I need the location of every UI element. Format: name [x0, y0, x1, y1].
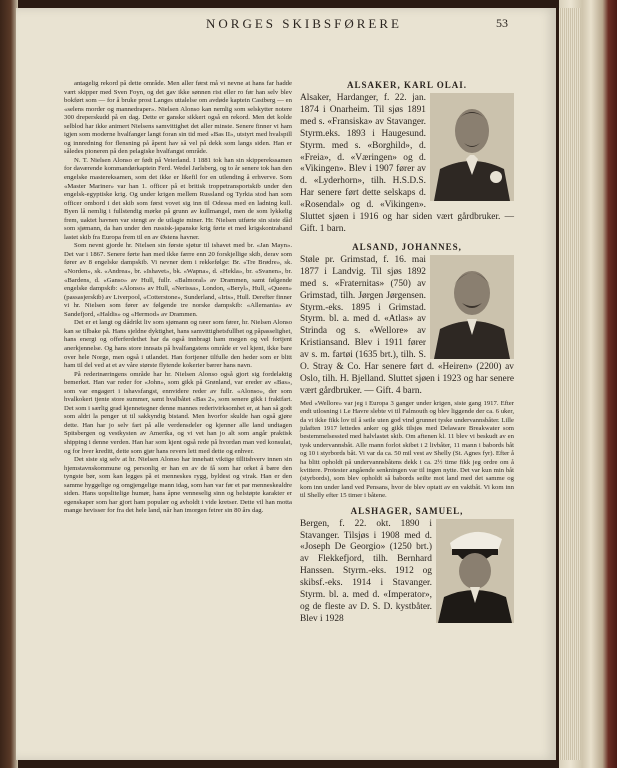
paragraph: På rederinæringens område har hr. Nielsen Alonso også gjort sig fordelaktig bemerket. Han var reder for «John», som gikk på Grønland, var ereder av «Bas», som var engagert i ishavsfangst, ennvidere reder av fullr. «Alonso», der som hvalkokeri tjente store summer, samt hvalbåtet «Bas 2», som senere gikk i fraktfart. Det som i særlig grad kjennetegner denne mannes rederivirksomhet er, at han så godt som aldri la penger ut til sakkyndig bistand. Men hvorfor skulde han også gjøre dette. Han har jo selv fart på alle verdensdeler og kjenner alle land undtagen Spitsbergen og vestkysten av Amerika, og vi vet han jo alt som angår praktisk shipping i denne verden. Han har som kjent også rede på hvordan man ved konsulat, og for hver kreditt, dette som gjør hans revers lett med dette og enhver.	[64, 370, 292, 455]
bio-entry-alsaker	[300, 80, 514, 236]
bio-entry-alsand	[300, 242, 514, 501]
portrait-photo	[430, 255, 514, 359]
paragraph: Det er et langt og dådrikt liv som sjømann og ræer som fører, hr. Nielsen Alonso kan se tilbake på. Hans sjeldne dyktighet, hans samvittighetsfullhet og påpasselighet, hans energi og offerferdethet har da også innbragt ham megen og vel fortjent anerkjennelse. Og hans store innsats på hvalfangstens område er vel kjent, ikke bare over hele Norge, men også i utlandet. Han fortjener tilfulle den heder som er blitt ham til del ved at et av våre største flytende kokerier bærer hans navn.	[64, 319, 292, 370]
page-edges	[559, 8, 581, 760]
bio-text: Støle pr. Grimstad, f. 16. mai 1877 i Landvig. Til sjøs 1892 med s. «Fraternitas» (750) av Grimstad, tilh. Jørgen Jørgensen. Styrm.-eks. 1895 i Grimstad. Styrm. bl. a. med d. «Atlas» av Strinda og s. «Wellore» av Kristiansand. Blev i 1911 fører av s. m. fartøi (1635 brt.), tilh. S. O. Stray & Co. Har senere ført d. «Heiren» (2200) av Oslo, tilh. H. Bjelland. Sluttet sjøen i 1923 og har senere vært gårdbruker. — Gift. 4 barn.	[300, 254, 514, 396]
bio-note: Med «Wellore» var jeg i Europa 3 ganger under krigen, siste gang 1917. Efter endt utlosning i Le Havre slebte vi til Falmouth og blev liggende der ca. 6 uker, da vi ikke fikk lov til å seile uten god vind grunnet tyske undervannsbåter. Lille julaften 1917 lettedes anker og gikk tilsjøs med Delaware Breakwater som bestemmelsessted med halvlastet skib. Om aftenen kl. 11 blev vi beskudt av en tysk undervannsbåt. Alle mann forlot skibet i 2 livbåter, 11 mann i babords båt og 10 i styrbords båt. Vi var da ca. 50 mil vest av Shelly (St. Agnes fyr). Efter å ha blitt opholdt på undervannsbåtens dekk i ca. 2½ time fikk jeg ordre om å kvittere. Protester angående senkningen var til ingen nytte. Det var kun min båt (styrbords), som blev opholdt så babords seilte mot land med det samme og kom inn under land ved Pensans, hvor de blev optatt av en vaktbåt. Vi kom inn til Shelly efter 15 timer i båtene.	[300, 399, 514, 500]
bio-entry-alshager	[300, 506, 514, 626]
bio-name: ALSAKER, KARL OLAI.	[346, 80, 468, 90]
right-column	[300, 80, 514, 626]
bio-text: Bergen, f. 22. okt. 1890 i Stavanger. Tilsjøs i 1908 med d. «Joseph De Georgio» (1250 brt.) av Flekkefjord, tilh. Bernhard Hanssen. Styrm.-eks. 1912 og skibsf.-eks. 1914 i Stavanger. Styrm. bl. a. med d. «Imperator», og de fleste av D. S. D. kystbåter. Blev i 1928	[300, 518, 432, 624]
paragraph: N. T. Nielsen Alonso er født på Veierland. I 1881 tok han sin skipperekssamen for daværende kommandørkaptein Ferd. Wedel Jarlsberg, og to år senere tok han den engelske mastereksamen, som det ikke er likefil for en utlending å erhverve. Som «Master Mariner» var han 1. officer på et britisk troppetransportskib under den engelsk-egyptiske krig. Og under krigen mellem Russland og Tyrkia stod han som officer ombord i det skib som først vovet sig inn til Odessa med en ladning kull. Byen lå nemlig i fullstendig mørke på grunn av kullmangel, men de som lykkelig frem, uaktet havnen var stengt av de utlagte miner. Hr. Nielsen utførte sin siste dåd som sjømann, da han under den russisk-japanske krig førte et med krigskontraband lastet skib fra Europa frem til en av Østens havner.	[64, 156, 292, 241]
bio-name: ALSHAGER, SAMUEL,	[350, 505, 464, 516]
paragraph: Det siste sig selv at hr. Nielsen Alonso har innehatt viktige tillitshverv innen sin hjemstavnskommune og personlig er han en av de få som har orket å bære den tyngste bør, som kan legges på et menneskes rygg, byldest og virak. Han er den samme hyggelige og omgjengelige mann idag, som han var før et par menneskealdre siden. Hans uopslitelige humør, hans åpne venneselig sinn og helstøpte karakter er egenskaper som har gjort ham populær og avholdt i vide kretser. Dette vil han motta mange hevisser for fra det hele land, når han imorgen feirer sin 80 års dag.	[64, 456, 292, 515]
portrait-photo	[430, 93, 514, 201]
left-column	[64, 80, 292, 516]
page-number: 53	[496, 16, 508, 30]
paragraph: antagelig rekord på dette område. Men aller først må vi nevne at hans far hadde vært skipper med Sven Foyn, og det gav ikke sønnen rist eller ro før han selv blev bokført som — for å bruke prost Langes uttalelse om avdøde kaptein Castberg — en «selens morder og mannedraper». Nielsen Alonso kan nemlig som selskytter notere 300 dreperskudd på en dag. Dette er ganske sikkert også en rekord. Men det kolde selblod har ikke animert Nielsens samvittighet det aller minste. Senere finner vi ham igjen som moderne hvalfanger langt foran sin tid med «Bas II», utstyrt med hvalspill og innredning for flensning på åpent hav så vel på dekk som langs siden. Han er således pioneren på den pelagiske hvalfangst område.	[64, 80, 292, 156]
running-title: NORGES SKIBSFØRERE	[206, 16, 402, 31]
bio-name: ALSAND, JOHANNES,	[352, 241, 462, 252]
paragraph: Som nevnt gjorde hr. Nielsen sin første sjøtur til ishavet med br. «Jan Mayn». Det var i 1867. Senere førte han med ikke færre enn 20 forskjellige skib, derav som fører av 8 engelske dampskib. Vi nevner dem i rekkefølge: Br. «Tre Brødre», sk. «Norden», sk. «Andrea», br. «Ishavet», bk. «Wapna», d. «Hekla», br. «Svanen», br. «Bardens, d. «Ganso» av Hull, fullr. «Balmoral» av Drammen, samt følgende engelske dampskib: «Alonso» av Hull, «Nerissa», London, «Beryl», Hull, «Queen» (passasjerskib) av Liverpool, «Cotterstone», Sunderland, «Iris», Hull. Derefter finner vi hr. Nielsen som fører av følgende tre norske dampskib: «Allemania» av Sandefjord, «Haldis» og «Hermod» av Drammen.	[64, 242, 292, 318]
page-header	[16, 16, 556, 34]
book-page	[16, 8, 556, 760]
bio-text: Alsaker, Hardanger, f. 22. jan. 1874 i Onarheim. Til sjøs 1891 med s. «Fransiska» av Stavanger. Styrm.eks. 1893 i Haugesund. Styrm. med s. «Borghild», d. «Freia», d. «Væringen» og d. «Vikingen». Blev i 1907 fører av d. «Lyderhorn», tilh. H.S.D.S. Har senere ført dette selskaps d. «Rosendal» og d. «Vikingen». Sluttet sjøen i 1916 og har siden vært gårdbruker. — Gift. 1 barn.	[300, 93, 514, 234]
portrait-photo	[436, 519, 514, 623]
